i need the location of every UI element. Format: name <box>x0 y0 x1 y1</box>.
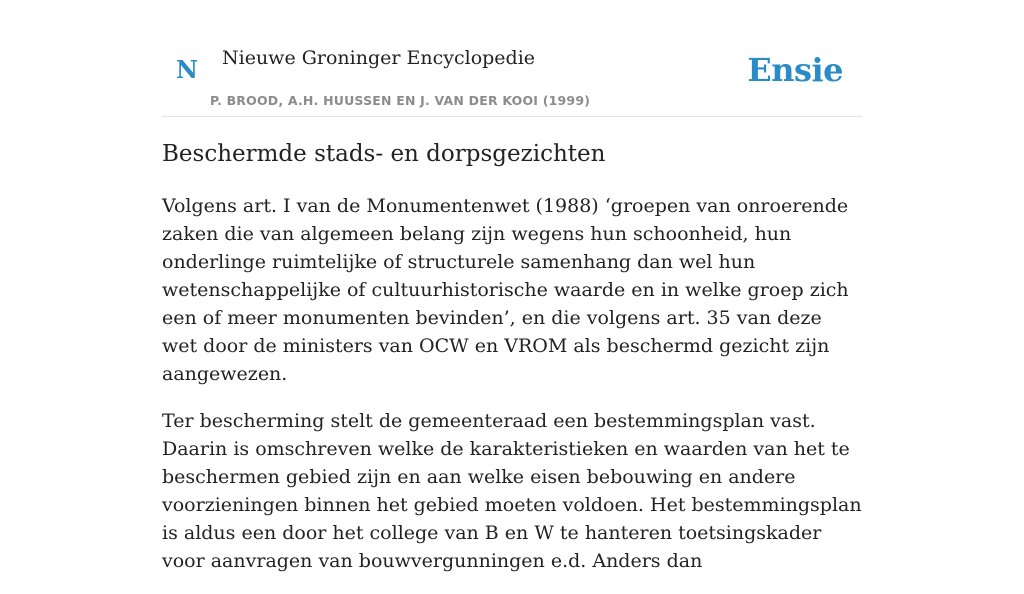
encyclopedia-title-link[interactable]: Nieuwe Groninger Encyclopedie <box>222 47 536 69</box>
article-body <box>162 192 862 594</box>
article-paragraph: Volgens art. I van de Monumentenwet (1988) ‘groepen van onroerende zaken die van algemeen belang zijn wegens hun schoonheid, hun onderlinge ruimtelijke of structurele samenhang dan wel hun wetenschappelijke of cultuurhistorische waarde en in welke groep zich een of meer monumenten bevinden’, en die volgens art. 35 van deze wet door de ministers van OCW en VROM als beschermd gezicht zijn aangewezen. <box>162 195 849 385</box>
article-paragraph: Ter bescherming stelt de gemeenteraad een bestemmingsplan vast. Daarin is omschreven welke de karakteristieken en waarden van het te beschermen gebied zijn en aan welke eisen bebouwing en andere voorzieningen binnen het gebied moeten voldoen. Het bestemmingsplan is aldus een door het college van B en W te hanteren toetsingskader voor aanvragen van bouwvergunningen e.d. Anders dan <box>162 410 862 572</box>
authors-line: P. BROOD, A.H. HUUSSEN EN J. VAN DER KOOI (1999) <box>210 93 591 108</box>
ensie-logo-link[interactable]: Ensie <box>747 51 843 89</box>
article-title: Beschermde stads- en dorpsgezichten <box>162 141 606 167</box>
encyclopedia-logo-link[interactable]: N <box>176 55 198 84</box>
header <box>162 0 862 117</box>
